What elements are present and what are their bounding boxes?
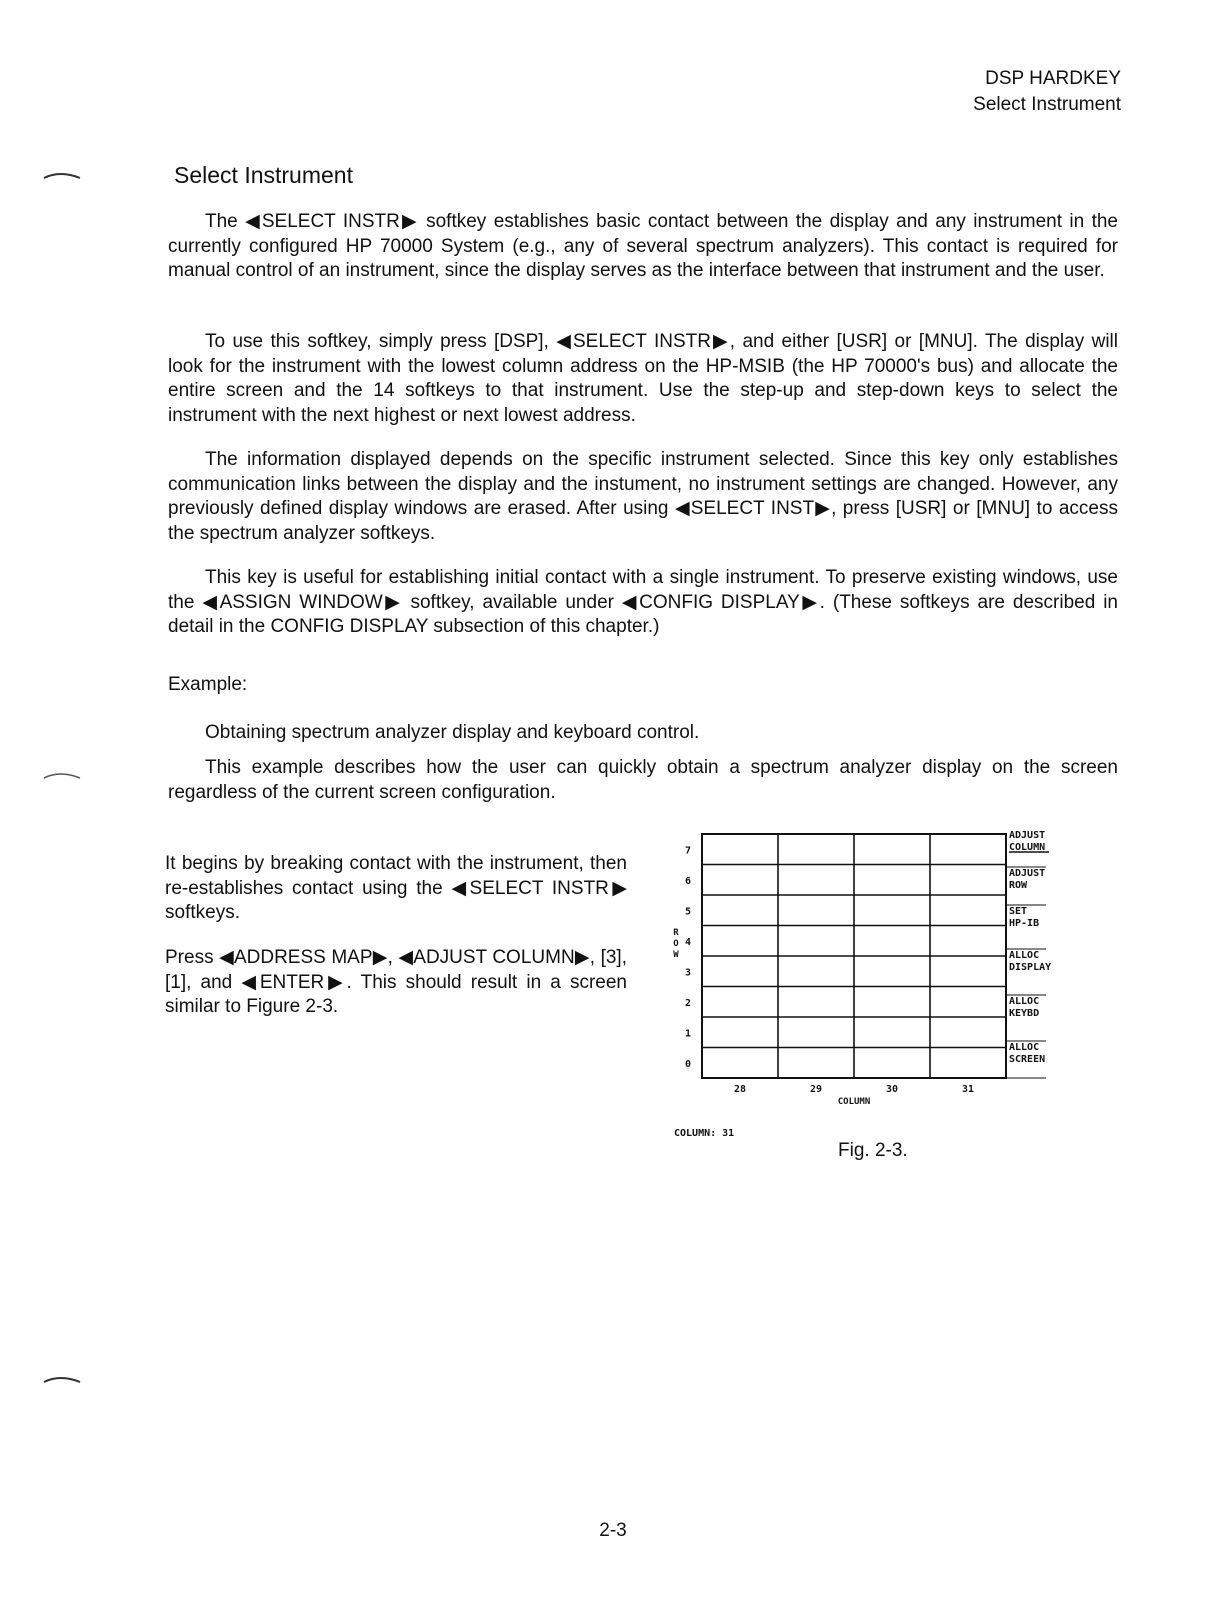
softkey-label-line1: ALLOC [1009, 1042, 1040, 1053]
row-label: 5 [684, 906, 692, 918]
row-label: 1 [684, 1028, 692, 1040]
running-head-topic: Select Instrument [973, 94, 1121, 115]
row-label: 3 [684, 967, 692, 979]
softkey-label-line2: ROW [1009, 880, 1028, 891]
softkey-label-line2: COLUMN [1009, 842, 1046, 853]
softkey-label-line1: SET [1009, 906, 1028, 917]
softkey-label-line2: SCREEN [1009, 1054, 1046, 1065]
row-label: 2 [684, 997, 692, 1009]
running-head-section: DSP HARDKEY [985, 68, 1121, 89]
example-intro: This example describes how the user can quickly obtain a spectrum analyzer display on the screen regardless of the current screen configuration. [168, 757, 1118, 803]
row-label: 4 [684, 936, 692, 948]
row-axis-letter: R [673, 927, 679, 938]
status-readout: COLUMN: 31 [674, 1128, 735, 1139]
column-label: 29 [809, 1084, 823, 1095]
softkey-label-line1: ALLOC [1009, 996, 1040, 1007]
column-axis-label: COLUMN [837, 1097, 871, 1107]
column-label: 28 [733, 1084, 747, 1095]
column-label: 31 [961, 1084, 975, 1095]
softkey-label-line1: ALLOC [1009, 950, 1040, 961]
binder-mark [42, 172, 82, 178]
example-step-1: It begins by breaking contact with the instrument, then re-establishes contact using the ◀SELECT INSTR▶ softkeys. [165, 853, 627, 923]
row-label: 0 [684, 1058, 692, 1070]
paragraph: This key is useful for establishing initial contact with a single instrument. To preserve existing windows, use the ◀ASSIGN WINDOW▶ softkey, available under ◀CONFIG DISPLAY▶. (These softkeys are described in detail in the CONFIG DISPLAY subsection of this chapter.) [168, 567, 1118, 637]
column-label: 30 [885, 1084, 899, 1095]
paragraph: The ◀SELECT INSTR▶ softkey establishes basic contact between the display and any instrument in the currently configured HP 70000 System (e.g., any of several spectrum analyzers). This contact is required for manual control of an instrument, since the display serves as the interface between that instrument and the user. [168, 211, 1118, 281]
running-head [973, 66, 1121, 118]
address-map-screen [660, 830, 1080, 1150]
example-step-2: Press ◀ADDRESS MAP▶, ◀ADJUST COLUMN▶, [3], [1], and ◀ENTER▶. This should result in a screen similar to Figure 2-3. [165, 947, 627, 1017]
example-label: Example: [168, 674, 248, 695]
binder-mark [42, 1376, 82, 1382]
softkey-label-line2: DISPLAY [1009, 962, 1052, 973]
figure-2-3 [660, 830, 1080, 1150]
row-axis-letter: O [673, 938, 679, 949]
figure-caption: Fig. 2-3. [838, 1140, 908, 1161]
binder-mark [42, 772, 82, 778]
page-number: 2-3 [599, 1520, 627, 1541]
example-title: Obtaining spectrum analyzer display and keyboard control. [205, 722, 700, 743]
softkey-label-line1: ADJUST [1009, 868, 1046, 879]
paragraph: The information displayed depends on the specific instrument selected. Since this key only establishes communication links between the display and the instument, no instrument settings are changed. However, any previously defined display windows are erased. After using ◀SELECT INST▶, press [USR] or [MNU] to access the spectrum analyzer softkeys. [168, 449, 1118, 544]
row-axis-letter: W [673, 949, 679, 960]
section-title: Select Instrument [174, 162, 353, 188]
row-label: 7 [684, 845, 692, 857]
softkey-label-line2: HP-IB [1009, 918, 1040, 929]
softkey-label-line1: ADJUST [1009, 830, 1046, 841]
paragraph: To use this softkey, simply press [DSP], ◀SELECT INSTR▶, and either [USR] or [MNU]. The display will look for the instrument with the lowest column address on the HP-MSIB (the HP 70000's bus) and allocate the entire screen and the 14 softkeys to that instrument. Use the step-up and step-down keys to select the instrument with the next highest or next lowest address. [168, 331, 1118, 426]
row-label: 6 [684, 875, 692, 887]
softkey-label-line2: KEYBD [1009, 1008, 1040, 1019]
